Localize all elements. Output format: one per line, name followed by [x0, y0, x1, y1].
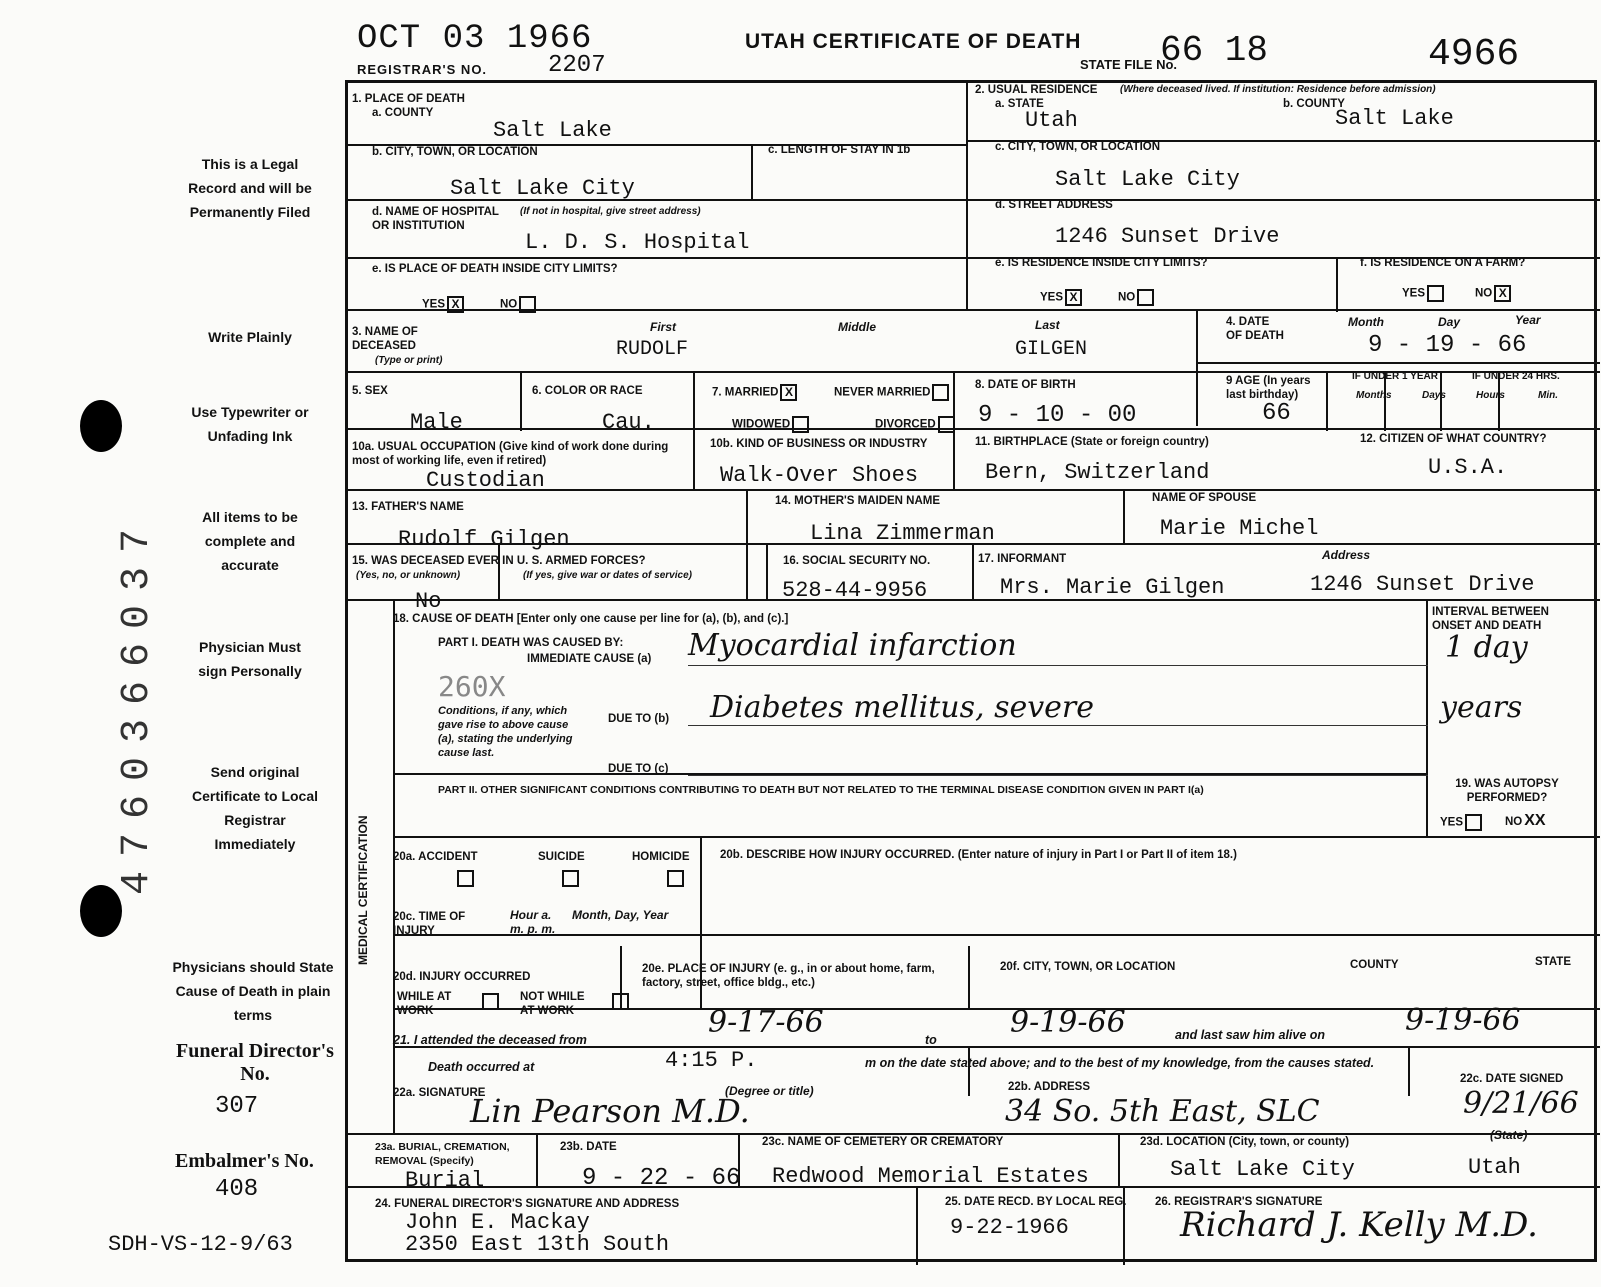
certificate-title: UTAH CERTIFICATE OF DEATH [745, 30, 1082, 53]
accident-checkbox[interactable] [455, 870, 474, 888]
widowed-option: WIDOWED [732, 416, 809, 433]
disposition-label: 23a. BURIAL, CREMATION, REMOVAL (Specify) [375, 1141, 510, 1167]
date-received-label: 25. DATE RECD. BY LOCAL REG. [945, 1196, 1127, 1208]
res-city: Salt Lake City [1055, 167, 1240, 192]
death-city: Salt Lake City [450, 176, 635, 201]
never-married-option: NEVER MARRIED [834, 384, 949, 401]
ssn: 528-44-9956 [782, 578, 928, 603]
deceased-name-label: 3. NAME OF DECEASED [352, 326, 418, 352]
injury-state-label: STATE [1535, 956, 1571, 968]
res-street: 1246 Sunset Drive [1055, 224, 1280, 249]
suicide-checkbox[interactable] [560, 870, 579, 888]
res-city-label: c. CITY, TOWN, OR LOCATION [995, 141, 1161, 153]
residence-label: 2. USUAL RESIDENCE [975, 84, 1098, 96]
business: Walk-Over Shoes [720, 463, 919, 488]
res-inside-yes: YES X [1040, 289, 1082, 306]
due-to-c-label: DUE TO (c) [608, 763, 669, 775]
mother-name: Lina Zimmerman [810, 521, 995, 546]
res-inside-label: e. IS RESIDENCE INSIDE CITY LIMITS? [995, 257, 1208, 269]
first-name: RUDOLF [616, 338, 689, 361]
armed-forces-label: 15. WAS DECEASED EVER IN U. S. ARMED FORCES? [352, 555, 646, 567]
informant-label: 17. INFORMANT [978, 553, 1067, 565]
due-to-b: Diabetes mellitus, severe [710, 690, 1095, 725]
inside-city-label: e. IS PLACE OF DEATH INSIDE CITY LIMITS? [372, 263, 618, 275]
farm-yes: YES [1402, 285, 1444, 302]
cemetery: Redwood Memorial Estates [772, 1164, 1089, 1189]
first-name-label: First [650, 320, 677, 334]
spouse-name: Marie Michel [1160, 516, 1319, 541]
date-signed: 9/21/66 [1463, 1086, 1579, 1121]
birthplace-label: 11. BIRTHPLACE (State or foreign country) [975, 436, 1209, 448]
date-stamp: OCT 03 1966 [357, 20, 593, 58]
res-inside-no: NO [1118, 289, 1154, 306]
state-file-label: STATE FILE No. [1080, 57, 1178, 72]
death-occurred-tail: m on the date stated above; and to the best of my knowledge, from the causes stated. [865, 1056, 1375, 1070]
place-of-death-label: 1. PLACE OF DEATH [352, 93, 465, 105]
burial-state-label: (State) [1490, 1128, 1528, 1142]
degree-label: (Degree or title) [725, 1084, 814, 1098]
cemetery-label: 23c. NAME OF CEMETERY OR CREMATORY [762, 1136, 1004, 1148]
autopsy-no: NO XX [1505, 812, 1546, 829]
physician-address: 34 So. 5th East, SLC [1005, 1094, 1320, 1129]
length-of-stay-label: c. LENGTH OF STAY IN 1b [768, 144, 911, 156]
residence-note: (Where deceased lived. If institution: Residence before admission) [1120, 84, 1436, 95]
time-of-injury-label: 20c. TIME OF INJURY [393, 911, 466, 937]
res-state: Utah [1025, 108, 1078, 133]
embalmer-no-label: Embalmer's No. [175, 1150, 314, 1172]
farm-no: NO X [1475, 285, 1511, 302]
attended-to: 9-19-66 [1010, 1005, 1126, 1040]
mdy-label: Month, Day, Year [572, 908, 669, 922]
min-label: Min. [1538, 390, 1558, 401]
immediate-cause: Myocardial infarction [688, 628, 1017, 663]
father-label: 13. FATHER'S NAME [352, 501, 464, 513]
married-option: 7. MARRIED X [712, 384, 797, 401]
mother-label: 14. MOTHER'S MAIDEN NAME [775, 495, 941, 507]
citizen: U.S.A. [1428, 455, 1508, 480]
res-street-label: d. STREET ADDRESS [995, 199, 1113, 211]
immediate-cause-label: IMMEDIATE CAUSE (a) [527, 653, 652, 665]
attended-from: 9-17-66 [708, 1005, 824, 1040]
race: Cau. [602, 410, 655, 435]
attended-label: 21. I attended the deceased from [393, 1033, 587, 1047]
age: 66 [1262, 400, 1291, 427]
age-label: 9 AGE (In years last birthday) [1226, 375, 1311, 401]
citizen-label: 12. CITIZEN OF WHAT COUNTRY? [1360, 433, 1547, 445]
date-of-death-label: 4. DATE OF DEATH [1226, 316, 1284, 342]
injury-county-label: COUNTY [1350, 959, 1399, 971]
punch-hole-top [80, 400, 122, 452]
not-at-work-checkbox[interactable] [610, 993, 629, 1011]
death-county: Salt Lake [493, 118, 612, 143]
side-note-write: Write Plainly [208, 329, 292, 345]
suicide-label: SUICIDE [538, 851, 585, 863]
signature-label: 22a. SIGNATURE [393, 1087, 486, 1099]
month-label: Month [1348, 315, 1384, 329]
informant-name: Mrs. Marie Gilgen [1000, 575, 1225, 600]
side-note-complete: All items to be complete and accurate [202, 509, 298, 573]
business-label: 10b. KIND OF BUSINESS OR INDUSTRY [710, 438, 928, 450]
cause-of-death-label: 18. CAUSE OF DEATH [Enter only one cause per line for (a), (b), and (c).] [393, 613, 789, 625]
death-inside-no: NO [500, 296, 536, 313]
day-label: Day [1438, 315, 1461, 329]
side-note-typewriter: Use Typewriter or Unfading Ink [191, 404, 309, 444]
homicide-checkbox[interactable] [665, 870, 684, 888]
under-1-year-label: IF UNDER 1 YEAR [1352, 371, 1438, 382]
injury-occurred-label: 20d. INJURY OCCURRED [393, 971, 531, 983]
last-name-label: Last [1035, 318, 1060, 332]
while-at-work-label: WHILE AT WORK [397, 991, 452, 1017]
time-of-death: 4:15 P. [665, 1048, 758, 1073]
hospital-note: (If not in hospital, give street address) [520, 206, 701, 217]
ssn-label: 16. SOCIAL SECURITY NO. [783, 555, 931, 567]
injury-how-label: 20b. DESCRIBE HOW INJURY OCCURRED. (Enter nature of injury in Part I or Part II of item 18.) [720, 849, 1237, 861]
hours-label: Hours [1476, 390, 1505, 401]
date-of-birth: 9 - 10 - 00 [978, 402, 1137, 429]
sex: Male [410, 410, 463, 435]
side-note-physician: Physician Must sign Personally [198, 639, 302, 679]
res-county-label: b. COUNTY [1283, 98, 1345, 110]
while-at-work-checkbox[interactable] [480, 993, 499, 1011]
burial-date-label: 23b. DATE [560, 1141, 617, 1153]
year-label: Year [1515, 313, 1541, 327]
funeral-director-name: John E. Mackay [405, 1210, 590, 1235]
accident-label: 20a. ACCIDENT [393, 851, 478, 863]
disposition: Burial [405, 1168, 485, 1193]
interval-a: 1 day [1445, 630, 1528, 665]
father-name: Rudolf Gilgen [398, 527, 570, 552]
hospital-label: d. NAME OF HOSPITAL OR INSTITUTION [372, 206, 499, 232]
funeral-director-no: 307 [215, 1093, 259, 1120]
medical-certification-label: MEDICAL CERTIFICATION [356, 815, 370, 965]
death-occurred-label: Death occurred at [428, 1060, 535, 1074]
hospital-name: L. D. S. Hospital [525, 230, 750, 255]
registrar-signature: Richard J. Kelly M.D. [1180, 1205, 1538, 1245]
farm-label: f. IS RESIDENCE ON A FARM? [1360, 257, 1526, 269]
funeral-director-no-label: Funeral Director's No. [176, 1040, 334, 1085]
not-at-work-label: NOT WHILE AT WORK [520, 991, 585, 1017]
attended-to-label: to [925, 1033, 937, 1047]
res-county: Salt Lake [1335, 106, 1454, 131]
state-file-number: 66 18 [1160, 30, 1269, 71]
serial-number: 4760366037 [115, 515, 160, 896]
registrar-number: 2207 [548, 52, 606, 79]
registrar-signature-label: 26. REGISTRAR'S SIGNATURE [1155, 1196, 1323, 1208]
due-to-b-label: DUE TO (b) [608, 713, 670, 725]
last-name: GILGEN [1015, 338, 1088, 361]
certificate-number: 4966 [1428, 33, 1520, 76]
interval-label: INTERVAL BETWEEN ONSET AND DEATH [1432, 606, 1549, 632]
autopsy-label: 19. WAS AUTOPSY PERFORMED? [1455, 778, 1559, 804]
place-of-injury-label: 20e. PLACE OF INJURY (e. g., in or about home, farm, factory, street, office bldg., etc.) [642, 963, 935, 989]
side-note-legal: This is a Legal Record and will be Permanently Filed [188, 156, 312, 220]
burial-state: Utah [1468, 1155, 1521, 1180]
armed-note-1: (Yes, no, or unknown) [356, 570, 461, 581]
days-label: Days [1422, 390, 1446, 401]
homicide-label: HOMICIDE [632, 851, 690, 863]
date-signed-label: 22c. DATE SIGNED [1460, 1073, 1564, 1085]
burial-location-label: 23d. LOCATION (City, town, or county) [1140, 1136, 1350, 1148]
death-inside-yes: YES X [422, 296, 464, 313]
embalmer-no: 408 [215, 1176, 259, 1203]
deceased-name-note: (Type or print) [375, 355, 443, 366]
side-note-send: Send original Certificate to Local Registrar Immediately [191, 764, 319, 852]
physician-address-label: 22b. ADDRESS [1008, 1081, 1091, 1093]
autopsy-yes: YES [1440, 814, 1482, 831]
informant-address: 1246 Sunset Drive [1310, 572, 1535, 597]
birthplace: Bern, Switzerland [985, 460, 1210, 485]
county-label: a. COUNTY [372, 107, 434, 119]
armed-forces: No [415, 589, 442, 614]
interval-b: years [1440, 690, 1523, 725]
part1-label: PART I. DEATH WAS CAUSED BY: [438, 637, 624, 649]
side-note-cause: Physicians should State Cause of Death in plain terms [172, 959, 334, 1023]
cause-code: 260X [438, 670, 506, 703]
registrar-label: REGISTRAR'S NO. [357, 62, 488, 77]
months-label: Months [1356, 390, 1392, 401]
dob-label: 8. DATE OF BIRTH [975, 379, 1076, 391]
last-saw-label: and last saw him alive on [1175, 1028, 1326, 1042]
hour-label: Hour a. m. p. m. [510, 908, 556, 936]
date-of-death: 9 - 19 - 66 [1368, 332, 1527, 359]
part2-label: PART II. OTHER SIGNIFICANT CONDITIONS CONTRIBUTING TO DEATH BUT NOT RELATED TO THE TERMINAL DISEASE CONDITION GIVEN IN PART I(a) [438, 784, 1204, 796]
occupation: Custodian [426, 468, 545, 493]
form-code: SDH-VS-12-9/63 [108, 1232, 293, 1257]
burial-date: 9 - 22 - 66 [582, 1165, 741, 1192]
death-city-label: b. CITY, TOWN, OR LOCATION [372, 146, 538, 158]
sex-label: 5. SEX [352, 385, 388, 397]
burial-location: Salt Lake City [1170, 1157, 1355, 1182]
armed-note-2: (If yes, give war or dates of service) [523, 570, 692, 581]
spouse-label: NAME OF SPOUSE [1152, 492, 1257, 504]
informant-address-label: Address [1322, 548, 1371, 562]
funeral-director-label: 24. FUNERAL DIRECTOR'S SIGNATURE AND ADDRESS [375, 1198, 680, 1210]
middle-name-label: Middle [838, 320, 876, 334]
under-24-hrs-label: IF UNDER 24 HRS. [1472, 371, 1560, 382]
date-received: 9-22-1966 [950, 1215, 1069, 1240]
conditions-label: Conditions, if any, which gave rise to above cause (a), stating the underlying cause last. [438, 705, 573, 759]
funeral-director-address: 2350 East 13th South [405, 1232, 670, 1257]
divorced-option: DIVORCED [875, 416, 955, 433]
injury-city-label: 20f. CITY, TOWN, OR LOCATION [1000, 961, 1176, 973]
race-label: 6. COLOR OR RACE [532, 385, 643, 397]
res-state-label: a. STATE [995, 98, 1044, 110]
occupation-label: 10a. USUAL OCCUPATION (Give kind of work done during most of working life, even if retired) [352, 441, 669, 467]
physician-signature: Lin Pearson M.D. [470, 1092, 750, 1130]
last-saw-date: 9-19-66 [1405, 1003, 1521, 1038]
